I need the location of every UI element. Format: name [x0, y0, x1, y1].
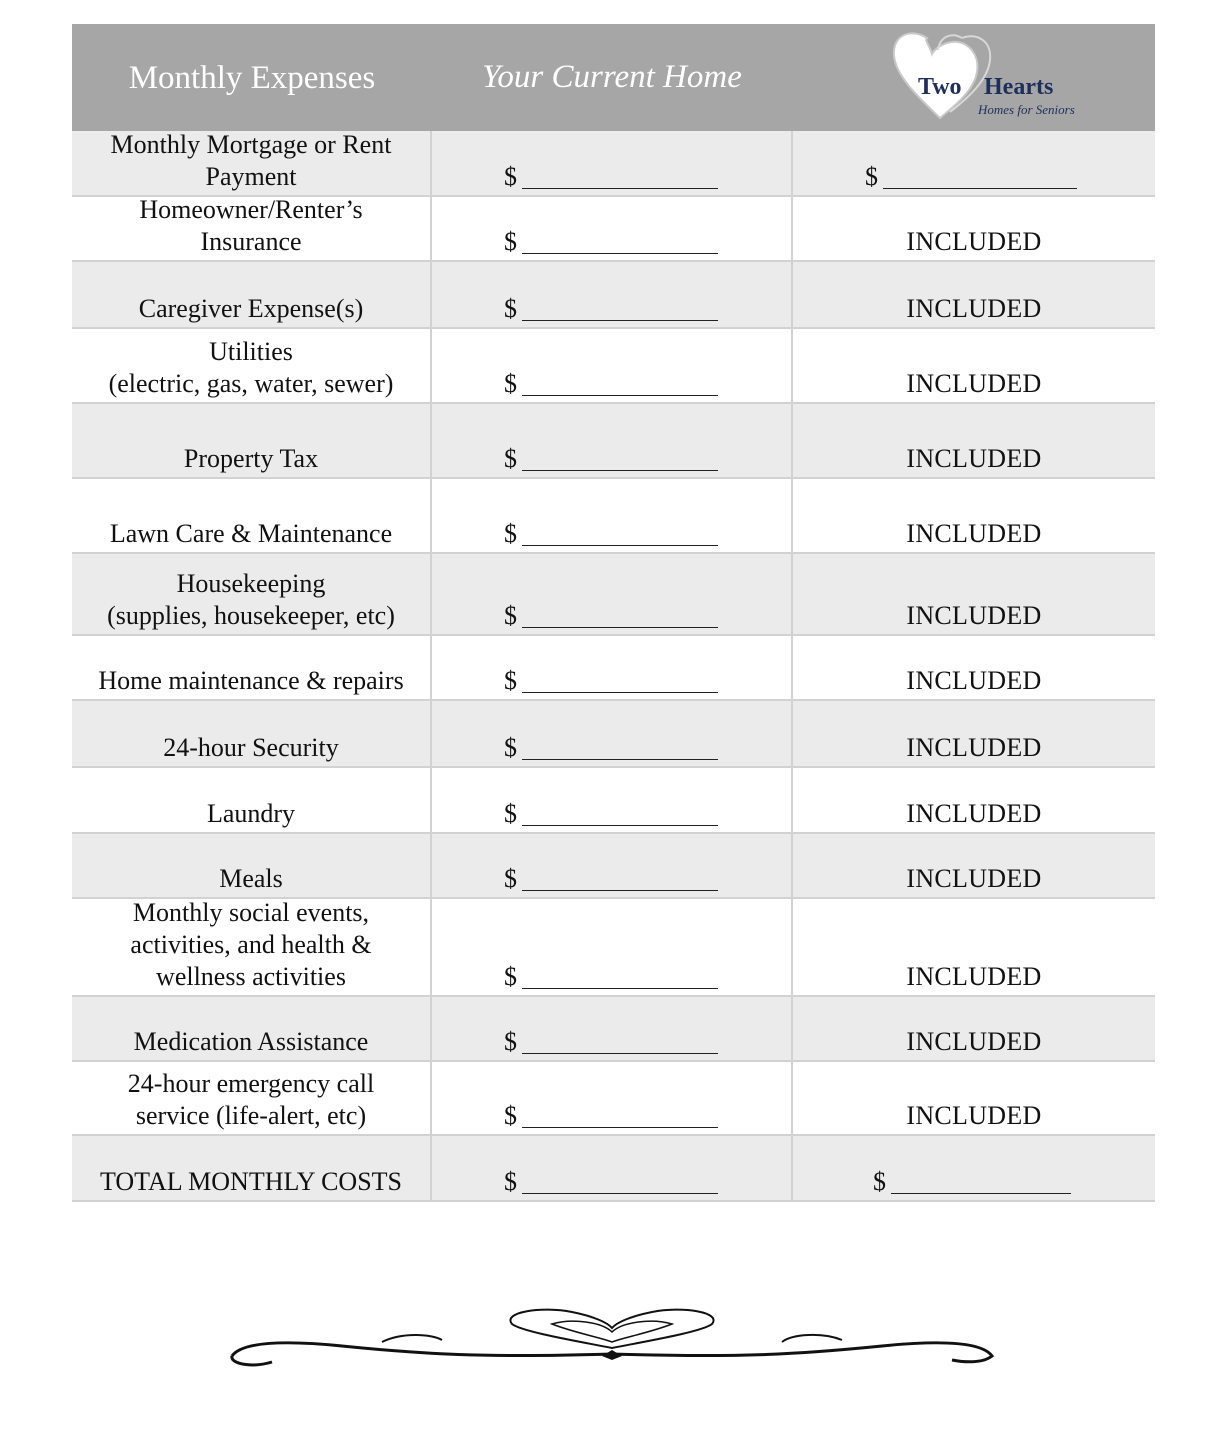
expense-label-line: (supplies, housekeeper, etc)	[107, 601, 395, 630]
two-hearts-amount-blank[interactable]	[891, 1193, 1071, 1194]
current-home-amount-blank[interactable]	[522, 890, 718, 891]
two-hearts-cell	[793, 1136, 1155, 1200]
dollar-sign: $	[504, 294, 517, 323]
two-hearts-cell	[793, 262, 1155, 327]
dollar-sign: $	[504, 799, 517, 828]
two-hearts-cell	[793, 636, 1155, 699]
current-home-amount-blank[interactable]	[522, 1127, 718, 1128]
current-home-cell	[432, 636, 793, 699]
expense-label	[72, 997, 432, 1060]
expense-label-line: Monthly Mortgage or Rent	[110, 130, 392, 159]
included-label: INCLUDED	[906, 666, 1042, 695]
included-label: INCLUDED	[906, 227, 1042, 256]
two-hearts-cell	[793, 479, 1155, 552]
dollar-sign: $	[865, 162, 878, 191]
dollar-sign: $	[504, 444, 517, 473]
table-row	[72, 636, 1155, 701]
two-hearts-logo	[792, 24, 1155, 131]
table-row	[72, 899, 1155, 997]
current-home-cell	[432, 131, 793, 195]
included-label: INCLUDED	[906, 864, 1042, 893]
expense-label-line: Lawn Care & Maintenance	[109, 519, 393, 548]
included-label: INCLUDED	[906, 1027, 1042, 1056]
dollar-sign: $	[504, 733, 517, 762]
expense-label-line: Home maintenance & repairs	[98, 666, 404, 695]
two-hearts-cell	[793, 554, 1155, 634]
expense-label-line: Meals	[219, 864, 283, 893]
current-home-cell	[432, 834, 793, 897]
current-home-amount-blank[interactable]	[522, 188, 718, 189]
table-row	[72, 329, 1155, 404]
dollar-sign: $	[504, 519, 517, 548]
current-home-cell	[432, 554, 793, 634]
table-row	[72, 1062, 1155, 1136]
double-heart-icon	[792, 24, 1155, 131]
expense-label	[72, 197, 432, 260]
two-hearts-cell	[793, 834, 1155, 897]
decorative-flourish-icon	[222, 1302, 1002, 1382]
expense-comparison-table	[72, 24, 1155, 1202]
expense-label-line: service (life-alert, etc)	[135, 1101, 367, 1130]
dollar-sign: $	[504, 864, 517, 893]
two-hearts-cell	[793, 899, 1155, 995]
included-label: INCLUDED	[906, 444, 1042, 473]
table-row	[72, 554, 1155, 636]
current-home-cell	[432, 899, 793, 995]
table-row	[72, 701, 1155, 768]
current-home-amount-blank[interactable]	[522, 470, 718, 471]
expense-label	[72, 834, 432, 897]
logo-word-two: Two	[918, 74, 962, 100]
current-home-cell	[432, 479, 793, 552]
two-hearts-cell	[793, 1062, 1155, 1134]
included-label: INCLUDED	[906, 519, 1042, 548]
expense-label-line: 24-hour Security	[163, 733, 339, 762]
current-home-cell	[432, 997, 793, 1060]
table-row	[72, 404, 1155, 479]
current-home-amount-blank[interactable]	[522, 759, 718, 760]
dollar-sign: $	[504, 666, 517, 695]
expense-label	[72, 899, 432, 995]
expense-label-line: Monthly social events,	[132, 898, 370, 927]
current-home-cell	[432, 768, 793, 832]
current-home-cell	[432, 197, 793, 260]
logo-tagline: Homes for Seniors	[978, 102, 1075, 117]
included-label: INCLUDED	[906, 733, 1042, 762]
two-hearts-cell	[793, 768, 1155, 832]
current-home-amount-blank[interactable]	[522, 545, 718, 546]
expense-label	[72, 262, 432, 327]
current-home-cell	[432, 1062, 793, 1134]
expense-label-line: 24-hour emergency call	[127, 1069, 375, 1098]
expense-label-line: Caregiver Expense(s)	[138, 294, 364, 323]
expense-label-line: Medication Assistance	[133, 1027, 369, 1056]
expense-label	[72, 636, 432, 699]
included-label: INCLUDED	[906, 369, 1042, 398]
table-row	[72, 1136, 1155, 1202]
included-label: INCLUDED	[906, 601, 1042, 630]
dollar-sign: $	[873, 1167, 886, 1196]
table-header	[72, 24, 1155, 131]
current-home-amount-blank[interactable]	[522, 627, 718, 628]
current-home-amount-blank[interactable]	[522, 253, 718, 254]
expense-label-line: Insurance	[200, 227, 302, 256]
included-label: INCLUDED	[906, 294, 1042, 323]
expense-label	[72, 1136, 432, 1200]
expense-label	[72, 1062, 432, 1134]
included-label: INCLUDED	[906, 962, 1042, 991]
expense-label	[72, 479, 432, 552]
dollar-sign: $	[504, 162, 517, 191]
table-row	[72, 997, 1155, 1062]
two-hearts-cell	[793, 329, 1155, 402]
table-row	[72, 262, 1155, 329]
dollar-sign: $	[504, 1101, 517, 1130]
two-hearts-cell	[793, 701, 1155, 766]
expense-label-line: Utilities	[209, 337, 293, 366]
table-row	[72, 479, 1155, 554]
expense-label	[72, 329, 432, 402]
dollar-sign: $	[504, 962, 517, 991]
dollar-sign: $	[504, 369, 517, 398]
current-home-amount-blank[interactable]	[522, 1053, 718, 1054]
current-home-amount-blank[interactable]	[522, 395, 718, 396]
expense-label	[72, 131, 432, 195]
table-row	[72, 131, 1155, 197]
table-row	[72, 768, 1155, 834]
table-row	[72, 197, 1155, 262]
included-label: INCLUDED	[906, 1101, 1042, 1130]
table-row	[72, 834, 1155, 899]
current-home-amount-blank[interactable]	[522, 320, 718, 321]
two-hearts-cell	[793, 997, 1155, 1060]
current-home-amount-blank[interactable]	[522, 988, 718, 989]
current-home-cell	[432, 329, 793, 402]
expense-label-line: Property Tax	[183, 444, 319, 473]
header-monthly-expenses: Monthly Expenses	[128, 60, 376, 96]
table-body	[72, 131, 1155, 1202]
two-hearts-cell	[793, 131, 1155, 195]
dollar-sign: $	[504, 227, 517, 256]
current-home-cell	[432, 701, 793, 766]
expense-label-line: Payment	[205, 162, 297, 191]
dollar-sign: $	[504, 1167, 517, 1196]
logo-word-hearts: Hearts	[984, 74, 1054, 100]
expense-label	[72, 554, 432, 634]
expense-label-line: Laundry	[206, 799, 296, 828]
current-home-cell	[432, 1136, 793, 1200]
included-label: INCLUDED	[906, 799, 1042, 828]
current-home-cell	[432, 404, 793, 477]
expense-label-line: Homeowner/Renter’s	[139, 195, 363, 224]
expense-label-line: (electric, gas, water, sewer)	[108, 369, 394, 398]
expense-label-line: wellness activities	[156, 962, 346, 991]
dollar-sign: $	[504, 601, 517, 630]
expense-label	[72, 404, 432, 477]
dollar-sign: $	[504, 1027, 517, 1056]
header-your-current-home: Your Current Home	[482, 59, 742, 95]
current-home-amount-blank[interactable]	[522, 1193, 718, 1194]
current-home-amount-blank[interactable]	[522, 692, 718, 693]
two-hearts-cell	[793, 404, 1155, 477]
expense-label	[72, 768, 432, 832]
current-home-cell	[432, 262, 793, 327]
expense-label-line: activities, and health &	[130, 930, 372, 959]
two-hearts-amount-blank[interactable]	[883, 188, 1077, 189]
expense-label	[72, 701, 432, 766]
two-hearts-cell	[793, 197, 1155, 260]
expense-label-line: Housekeeping	[176, 569, 326, 598]
expense-label-line: TOTAL MONTHLY COSTS	[99, 1167, 403, 1196]
current-home-amount-blank[interactable]	[522, 825, 718, 826]
